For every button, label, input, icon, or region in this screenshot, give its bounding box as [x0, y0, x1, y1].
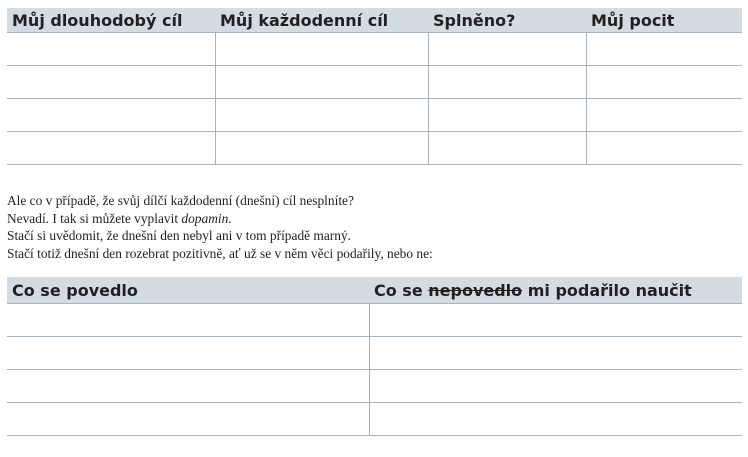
explanatory-text	[7, 192, 737, 262]
done-cell[interactable]	[428, 132, 586, 165]
daily-goal-cell[interactable]	[215, 33, 428, 66]
done-cell[interactable]	[428, 33, 586, 66]
header-what-went-well: Co se povedlo	[7, 277, 369, 304]
went-well-cell[interactable]	[7, 304, 369, 337]
table-row	[7, 66, 742, 99]
text-line-4: Stačí totiž dnešní den rozebrat pozitivně, ať už se v něm věci podařily, nebo ne:	[7, 245, 433, 261]
header-prefix: Co se	[374, 280, 429, 300]
header-suffix: mi podařilo naučit	[522, 280, 692, 300]
learned-cell[interactable]	[369, 403, 742, 436]
header-daily-goal: Můj každodenní cíl	[215, 8, 428, 33]
text-line-2-start: Nevadí. I tak si můžete vyplavit	[7, 210, 182, 226]
long-term-goal-cell[interactable]	[7, 33, 215, 66]
text-line-3: Stačí si uvědomit, že dnešní den nebyl ani v tom případě marný.	[7, 228, 351, 243]
daily-goal-cell[interactable]	[215, 132, 428, 165]
done-cell[interactable]	[428, 66, 586, 99]
went-well-cell[interactable]	[7, 403, 369, 436]
reflection-table-header	[7, 277, 742, 304]
table-row	[7, 370, 742, 403]
daily-goal-cell[interactable]	[215, 66, 428, 99]
text-line-2	[7, 210, 737, 228]
table-row	[7, 337, 742, 370]
went-well-cell[interactable]	[7, 370, 369, 403]
table-row	[7, 99, 742, 132]
goals-table-header	[7, 8, 742, 33]
table-row	[7, 33, 742, 66]
header-feeling: Můj pocit	[586, 8, 742, 33]
text-line-1: Ale co v případě, že svůj dílčí každodenní (dnešní) cíl nesplníte?	[7, 193, 354, 208]
struck-word: nepovedlo	[428, 280, 523, 300]
learned-cell[interactable]	[369, 304, 742, 337]
long-term-goal-cell[interactable]	[7, 99, 215, 132]
learned-cell[interactable]	[369, 370, 742, 403]
table-row	[7, 132, 742, 165]
header-what-i-learned	[369, 277, 742, 304]
long-term-goal-cell[interactable]	[7, 132, 215, 165]
long-term-goal-cell[interactable]	[7, 66, 215, 99]
table-row	[7, 403, 742, 436]
feeling-cell[interactable]	[586, 66, 742, 99]
reflection-table	[7, 277, 742, 436]
feeling-cell[interactable]	[586, 99, 742, 132]
dopamin-emphasis: dopamin	[181, 210, 229, 226]
daily-goal-cell[interactable]	[215, 99, 428, 132]
table-row	[7, 304, 742, 337]
feeling-cell[interactable]	[586, 33, 742, 66]
text-line-2-end: .	[228, 210, 232, 226]
feeling-cell[interactable]	[586, 132, 742, 165]
done-cell[interactable]	[428, 99, 586, 132]
goals-table	[7, 8, 742, 165]
header-done: Splněno?	[428, 8, 586, 33]
went-well-cell[interactable]	[7, 337, 369, 370]
learned-cell[interactable]	[369, 337, 742, 370]
header-long-term-goal: Můj dlouhodobý cíl	[7, 8, 215, 33]
